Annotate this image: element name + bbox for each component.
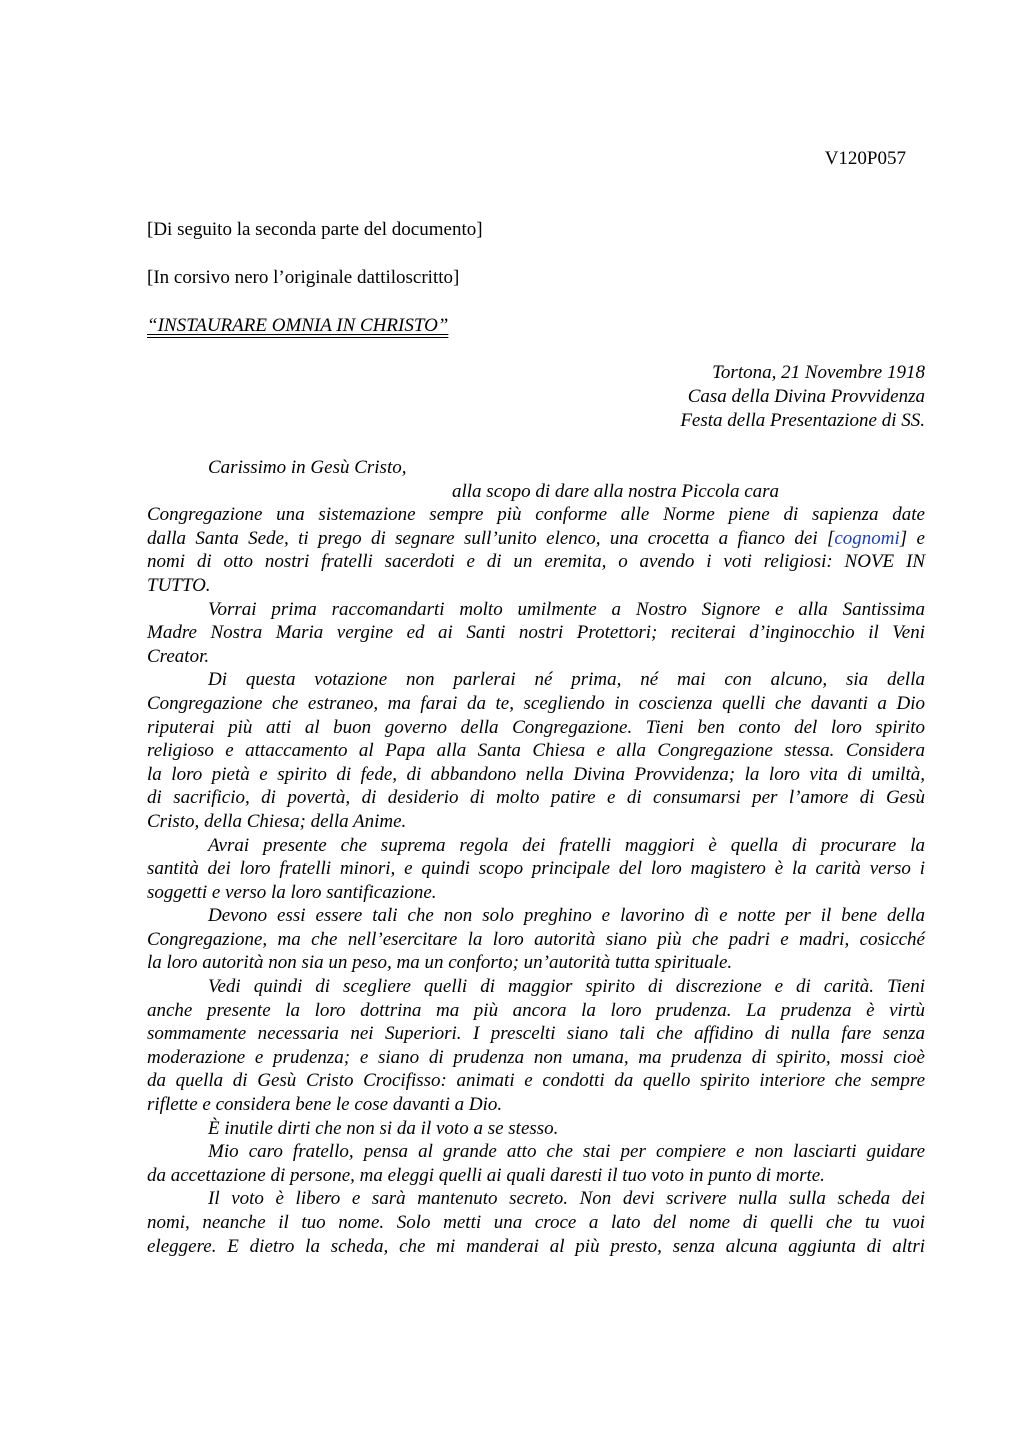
dateline-feast: Festa della Presentazione di SS. <box>680 410 925 431</box>
dateline-place-date: Tortona, 21 Novembre 1918 <box>712 362 925 383</box>
letter-line: anche presente la loro dottrina ma più ancora la loro prudenza. La prudenza è virtù <box>147 999 925 1021</box>
letter-line: eleggere. E dietro la scheda, che mi manderai al più presto, senza alcuna aggiunta di altri <box>147 1235 925 1257</box>
letter-line: nomi, neanche il tuo nome. Solo metti una croce a lato del nome di quelli che tu vuoi <box>147 1212 925 1233</box>
letter-line: Congregazione che estraneo, ma farai da te, scegliendo in coscienza quelli che davanti a Dio <box>147 692 925 714</box>
letter-line-text: dalla Santa Sede, ti prego di segnare sull’unito elenco, una crocetta a fianco dei [ <box>147 527 835 549</box>
letter-line: riputerai più atti al buon governo della Congregazione. Tieni ben conto del loro spirito <box>147 716 925 738</box>
letter-line: da quella di Gesù Cristo Crocifisso: animati e condotti da quello spirito interiore che sempre <box>147 1070 925 1092</box>
letter-line: Congregazione una sistemazione sempre più conforme alle Norme piene di sapienza date <box>147 504 925 526</box>
letter-line <box>147 527 925 551</box>
letter-line: la loro pietà e spirito di fede, di abbandono nella Divina Provvidenza; la loro vita di umiltà, <box>147 763 925 785</box>
letter-line: moderazione e prudenza; e siano di prudenza non umana, ma prudenza di spirito, mossi cioè <box>147 1046 925 1068</box>
letter-line: Mio caro fratello, pensa al grande atto che stai per compiere e non lasciarti guidare <box>208 1141 925 1163</box>
letter-line: alla scopo di dare alla nostra Piccola cara <box>452 480 780 502</box>
letter-line: TUTTO. <box>147 574 211 596</box>
letter-line: Congregazione, ma che nell’esercitare la loro autorità siano più che padri e madri, cosicché <box>147 928 925 950</box>
editorial-note-italic: [In corsivo nero l’originale dattiloscritto] <box>147 267 460 288</box>
letter-line: Vorrai prima raccomandarti molto umilmente a Nostro Signore e alla Santissima <box>208 598 925 620</box>
letter-line: Avrai presente che suprema regola dei fratelli maggiori è quella di procurare la <box>208 834 925 856</box>
letter-line: religioso e attaccamento al Papa alla Santa Chiesa e alla Congregazione stessa. Considera <box>147 740 925 762</box>
letter-line: la loro autorità non sia un peso, ma un conforto; un’autorità tutta spirituale. <box>147 952 733 974</box>
letter-line: Devono essi essere tali che non solo preghino e lavorino dì e notte per il bene della <box>208 905 925 927</box>
surnames-placeholder-text: cognomi <box>834 527 900 549</box>
letter-line: Cristo, della Chiesa; della Anime. <box>147 810 407 832</box>
letter-line: da accettazione di persone, ma eleggi quelli ai quali daresti il tuo voto in punto di morte. <box>147 1164 825 1186</box>
letter-line: nomi di otto nostri fratelli sacerdoti e di un eremita, o avendo i voti religiosi: NOVE IN <box>147 551 925 573</box>
letter-line: riflette e considera bene le cose davanti a Dio. <box>147 1094 503 1116</box>
dateline-house: Casa della Divina Provvidenza <box>687 386 925 407</box>
letter-line: Vedi quindi di scegliere quelli di maggior spirito di discrezione e di carità. Tieni <box>208 976 925 998</box>
letter-line: sommamente necessaria nei Superiori. I prescelti siano tali che affidino di nulla fare senza <box>147 1023 925 1045</box>
letter-line: Creator. <box>147 645 210 667</box>
letter-line: È inutile dirti che non si da il voto a se stesso. <box>208 1117 559 1139</box>
letter-line: Il voto è libero e sarà mantenuto secreto. Non devi scrivere nulla sulla scheda dei <box>208 1188 925 1210</box>
document-id: V120P057 <box>824 148 906 169</box>
salutation: Carissimo in Gesù Cristo, <box>208 457 407 478</box>
letter-line: di sacrificio, di povertà, di desiderio di molto patire e di consumarsi per l’amore di Gesù <box>147 787 925 809</box>
letter-line-text: ] e <box>899 527 925 549</box>
editorial-note-second-part: [Di seguito la seconda parte del documento] <box>147 219 483 240</box>
letter-line: soggetti e verso la loro santificazione. <box>147 881 437 903</box>
letter-body <box>147 456 925 1258</box>
letter-line: Di questa votazione non parlerai né prima, né mai con alcuno, sia della <box>208 669 925 691</box>
dateline <box>680 361 925 433</box>
letter-line: Madre Nostra Maria vergine ed ai Santi nostri Protettori; reciterai d’inginocchio il Veni <box>147 622 925 644</box>
letter-line: santità dei loro fratelli minori, e quindi scopo principale del loro magistero è la carità verso i <box>147 858 925 880</box>
motto-heading: “INSTAURARE OMNIA IN CHRISTO” <box>147 315 449 336</box>
